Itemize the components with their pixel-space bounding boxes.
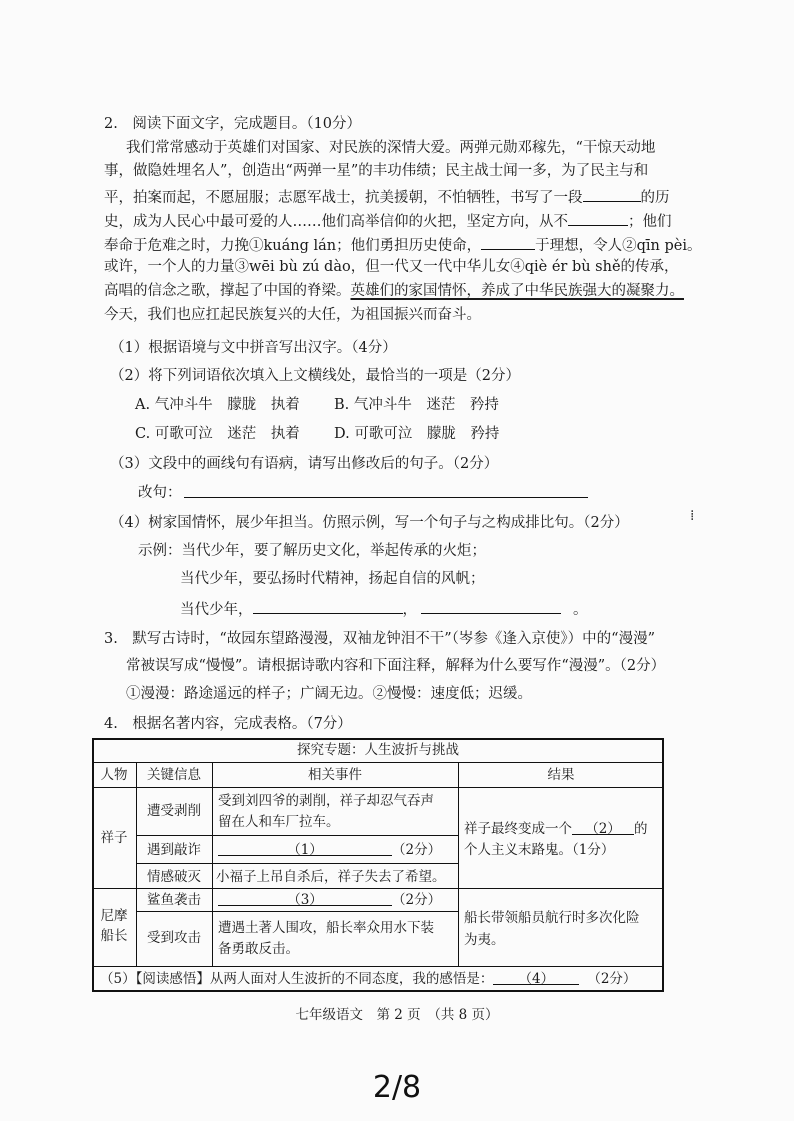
q2-sub2: （2）将下列词语依次填入上文横线处，最恰当的一项是（2分） xyxy=(110,368,520,384)
blank-line xyxy=(481,234,535,250)
answer-blank-4: （4） xyxy=(493,969,579,985)
q3-line-3: ①漫漫：路途遥远的样子；广阔无边。②慢慢：速度低；迟缓。 xyxy=(126,686,532,702)
option-a: A. 气冲斗牛 朦胧 执着 xyxy=(135,397,300,413)
table-title: 探究专题：人生波折与挑战 xyxy=(297,742,459,758)
header-key-info: 关键信息 xyxy=(147,767,201,783)
q2-passage-line-1: 我们常常感动于英雄们对国家、对民族的深情大爱。两弹元勋邓稼先，“干惊天动地 xyxy=(126,140,656,156)
example-line-3: 当代少年， ， 。 xyxy=(180,598,588,619)
example-line-1: 示例：当代少年，要了解历史文化，举起传承的火炬； xyxy=(138,543,486,559)
person-nemo-line-2: 船长 xyxy=(100,928,128,944)
q2-passage-line-4: 史，成为人民心中最可爱的人……他们高举信仰的火把，坚定方向，从不 ；他们 xyxy=(104,210,672,231)
event-exploited-line-2: 留在人和车厂拉车。 xyxy=(218,814,340,830)
q2-passage-line-3: 平，拍案而起，不愿屈服；志愿军战士，抗美援朝，不怕牺牲，书写了一段 的历 xyxy=(104,186,670,207)
q2-passage-line-5: 奉命于危难之时，力挽①kuáng lán；他们勇担历史使命， 于理想，令人②qīn pèi。 xyxy=(104,234,702,255)
result-nemo-line-1: 船长带领船员航行时多次化险 xyxy=(464,910,640,926)
option-b: B. 气冲斗牛 迷茫 矜持 xyxy=(334,397,499,413)
answer-blank-1: （1） xyxy=(218,840,392,856)
header-person: 人物 xyxy=(100,767,128,783)
header-events: 相关事件 xyxy=(308,767,362,783)
option-c: C. 可歌可泣 迷茫 执着 xyxy=(135,426,300,442)
q2-passage-line-7: 高唱的信念之歌，撑起了中国的脊梁。英雄们的家国情怀，养成了中华民族强大的凝聚力。 xyxy=(104,283,684,299)
q2-heading: 2. 阅读下面文字，完成题目。（10分） xyxy=(104,116,362,132)
reading-table xyxy=(92,738,664,992)
blank-line xyxy=(583,186,641,202)
sub5-reflection: （5）【阅读感悟】从两人面对人生波折的不同态度，我的感悟是： （4） （2分） xyxy=(100,971,637,987)
answer-blank-2: （2） xyxy=(572,819,634,835)
result-xiangzi-line-2: 个人主义末路鬼。（1分） xyxy=(464,842,615,858)
event-extorted: （1） （2分） xyxy=(218,840,454,860)
q2-passage-line-2: 事，做隐姓埋名人”，创造出“两弹一星”的丰功伟绩；民主战士闻一多，为了民主与和 xyxy=(104,163,649,179)
person-xiangzi: 祥子 xyxy=(100,830,128,846)
event-shark-attack: （3） （2分） xyxy=(218,890,454,910)
key-exploited: 遭受剥削 xyxy=(147,803,201,819)
revise-answer-line xyxy=(184,497,588,498)
key-shark-attack: 鲨鱼袭击 xyxy=(147,892,201,908)
q2-passage-line-8: 今天，我们也应扛起民族复兴的大任，为祖国振兴而奋斗。 xyxy=(104,307,481,323)
q2-sub3: （3）文段中的画线句有语病，请写出修改后的句子。（2分） xyxy=(110,456,499,472)
page-footer: 七年级语文 第 2 页 （共 8 页） xyxy=(295,1007,499,1023)
underlined-sentence: 英雄们的家国情怀，养成了中华民族强大的凝聚力。 xyxy=(350,283,684,299)
q2-sub1: （1）根据语境与文中拼音写出汉字。（4分） xyxy=(110,340,397,356)
result-nemo-line-2: 为夷。 xyxy=(464,932,505,948)
page-counter: 2/8 xyxy=(372,1070,422,1105)
answer-blank-3: （3） xyxy=(218,890,392,906)
header-result: 结果 xyxy=(547,767,575,783)
q3-line-1: 3. 默写古诗时，“故园东望路漫漫，双袖龙钟泪不干”（岑参《逢入京使》）中的“漫漫” xyxy=(104,631,655,647)
key-attacked: 受到攻击 xyxy=(147,930,201,946)
q2-passage-line-6: 或许，一个人的力量③wēi bù zú dào，但一代又一代中华儿女④qiè ér bù shě的传承， xyxy=(104,259,679,275)
event-heartbroken: 小福子上吊自杀后，祥子失去了希望。 xyxy=(216,869,446,885)
blank-line xyxy=(421,598,561,614)
blank-line xyxy=(568,210,628,226)
q4-heading: 4. 根据名著内容，完成表格。（7分） xyxy=(104,716,352,732)
key-extorted: 遇到敲诈 xyxy=(147,842,201,858)
event-attacked-line-1: 遭遇土著人围攻，船长率众用水下装 xyxy=(218,920,434,936)
q3-line-2: 常被误写成“慢慢”。请根据诗歌内容和下面注释，解释为什么要写作“漫漫”。（2分） xyxy=(126,658,666,674)
event-exploited-line-1: 受到刘四爷的剥削，祥子却忍气吞声 xyxy=(218,793,434,809)
key-heartbroken: 情感破灭 xyxy=(147,869,201,885)
event-attacked-line-2: 备勇敢反击。 xyxy=(218,941,299,957)
revise-label: 改句： xyxy=(138,485,182,501)
result-xiangzi-line-1: 祥子最终变成一个 （2） 的 xyxy=(464,821,648,837)
example-line-2: 当代少年，要弘扬时代精神，扬起自信的风帆； xyxy=(180,571,485,587)
margin-mark: ⁞ xyxy=(690,508,695,524)
q2-sub4: （4）树家国情怀，展少年担当。仿照示例，写一个句子与之构成排比句。（2分） xyxy=(110,515,629,531)
option-d: D. 可歌可泣 朦胧 矜持 xyxy=(334,426,500,442)
person-nemo-line-1: 尼摩 xyxy=(100,908,128,924)
blank-line xyxy=(253,598,403,614)
